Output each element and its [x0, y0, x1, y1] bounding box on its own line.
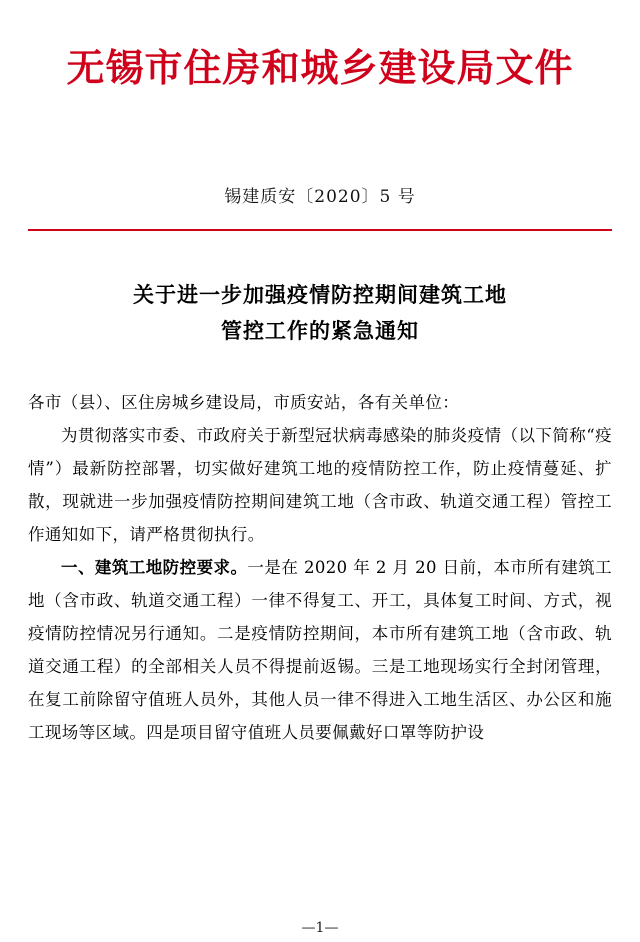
body-paragraph-1: 为贯彻落实市委、市政府关于新型冠状病毒感染的肺炎疫情（以下简称“疫情”）最新防控部署，切实做好建筑工地的疫情防控工作，防止疫情蔓延、扩散，现就进一步加强疫情防控期间建筑工地（含市政、轨道交通工程）管控工作通知如下，请严格贯彻执行。 [28, 426, 612, 545]
document-body [28, 386, 612, 749]
salutation-paragraph: 各市（县）、区住房城乡建设局，市质安站，各有关单位： [28, 393, 460, 413]
document-masthead: 无锡市住房和城乡建设局文件 [66, 45, 574, 90]
section-1-heading: 一、建筑工地防控要求。 [61, 558, 248, 578]
document-number: 锡建质安〔2020〕5 号 [224, 186, 416, 207]
section-1-text: 一是在 2020 年 2 月 20 日前，本市所有建筑工地（含市政、轨道交通工程）一律不得复工、开工，具体复工时间、方式，视疫情防控情况另行通知。二是疫情防控期间，本市所有建筑工地（含市政、轨道交通工程）的全部相关人员不得提前返锡。三是工地现场实行全封闭管理，在复工前除留守值班人员外，其他人员一律不得进入工地生活区、办公区和施工现场等区域。四是项目留守值班人员要佩戴好口罩等防护设 [28, 558, 613, 743]
page-number-footer: —1— [301, 920, 339, 936]
document-title [28, 277, 612, 351]
section-1-paragraph [28, 551, 612, 749]
document-page [0, 46, 640, 942]
document-title-line-2: 管控工作的紧急通知 [221, 318, 419, 344]
document-title-line-1: 关于进一步加强疫情防控期间建筑工地 [133, 281, 507, 307]
red-divider-rule [28, 229, 612, 231]
